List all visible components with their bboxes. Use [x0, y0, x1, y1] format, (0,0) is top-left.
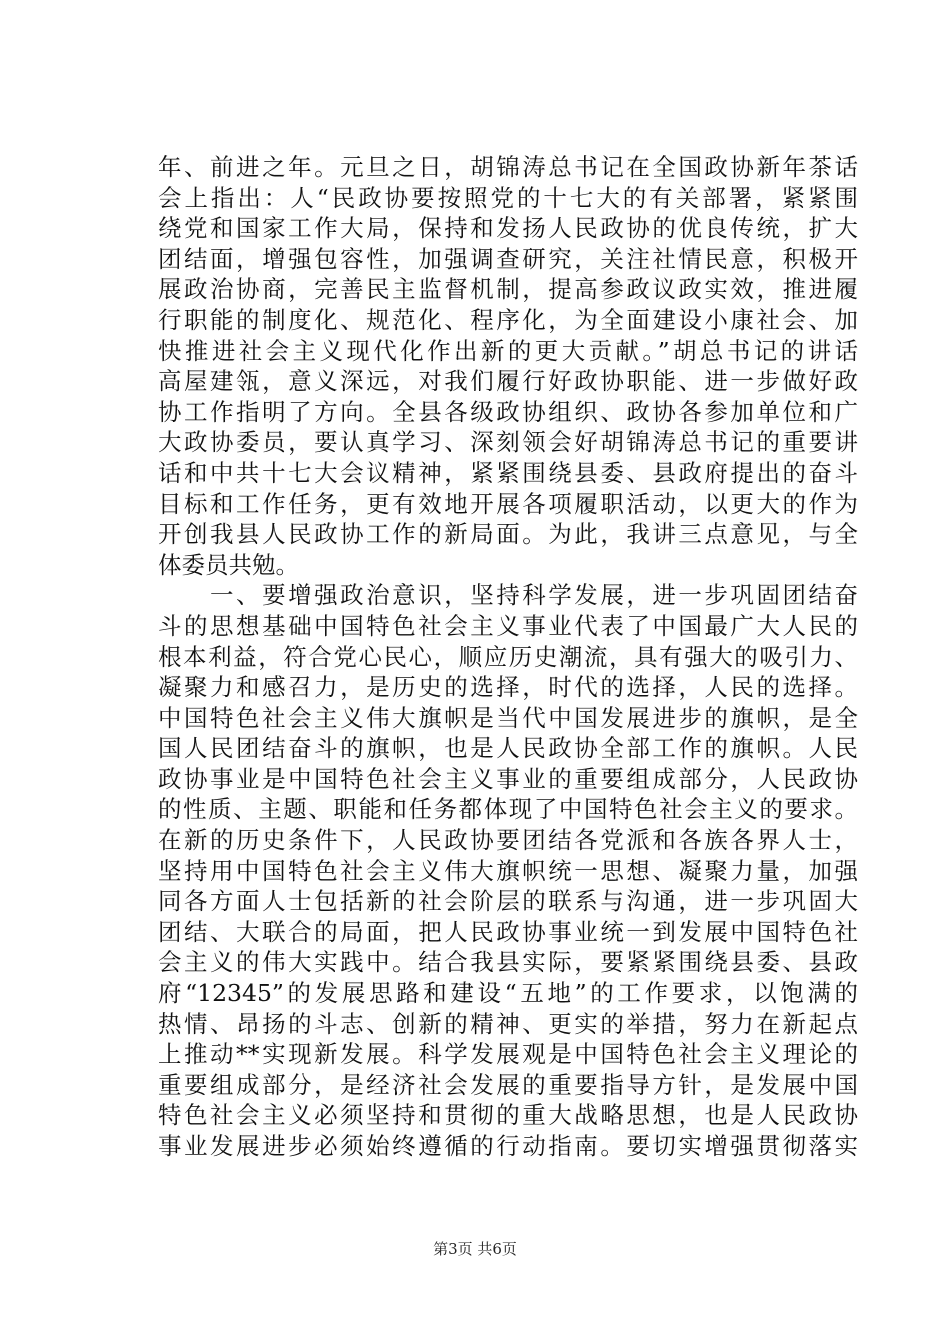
- text-line: 根本利益，符合党心民心，顺应历史潮流，具有强大的吸引力、: [158, 642, 858, 671]
- text-line: 体委员共勉。: [158, 550, 299, 579]
- text-line: 的性质、主题、职能和任务都体现了中国特色社会主义的要求。: [158, 795, 858, 824]
- text-line: 绕党和国家工作大局，保持和发扬人民政协的优良传统，扩大: [158, 214, 858, 243]
- page-footer: 第3页 共6页: [433, 1240, 517, 1258]
- text-line: 展政治协商，完善民主监督机制，提高参政议政实效，推进履: [158, 275, 858, 304]
- text-line: 事业发展进步必须始终遵循的行动指南。要切实增强贯彻落实: [158, 1132, 858, 1160]
- text-line: 高屋建瓴，意义深远，对我们履行好政协职能、进一步做好政: [158, 367, 858, 396]
- body-text: [158, 152, 858, 1162]
- text-line: 政协事业是中国特色社会主义事业的重要组成部分，人民政协: [158, 764, 858, 793]
- text-line: 快推进社会主义现代化作出新的更大贡献。”胡总书记的讲话: [158, 336, 858, 365]
- text-line: 会上指出：人“民政协要按照党的十七大的有关部署，紧紧围: [158, 183, 858, 212]
- text-line: 热情、昂扬的斗志、创新的精神、更实的举措，努力在新起点: [158, 1009, 858, 1038]
- text-line: 在新的历史条件下，人民政协要团结各党派和各族各界人士，: [158, 826, 858, 855]
- text-line: 一、要增强政治意识，坚持科学发展，进一步巩固团结奋: [158, 581, 858, 610]
- text-line: 坚持用中国特色社会主义伟大旗帜统一思想、凝聚力量，加强: [158, 856, 858, 885]
- text-line: 协工作指明了方向。全县各级政协组织、政协各参加单位和广: [158, 397, 858, 426]
- text-line: 团结、大联合的局面，把人民政协事业统一到发展中国特色社: [158, 917, 858, 946]
- text-line: 年、前进之年。元旦之日，胡锦涛总书记在全国政协新年茶话: [158, 153, 858, 181]
- text-line: 同各方面人士包括新的社会阶层的联系与沟通，进一步巩固大: [158, 887, 858, 916]
- text-line: 中国特色社会主义伟大旗帜是当代中国发展进步的旗帜，是全: [158, 703, 858, 732]
- text-line: 上推动**实现新发展。科学发展观是中国特色社会主义理论的: [158, 1040, 858, 1069]
- text-line: 府“12345”的发展思路和建设“五地”的工作要求，以饱满的: [158, 979, 858, 1008]
- text-line: 国人民团结奋斗的旗帜，也是人民政协全部工作的旗帜。人民: [158, 734, 858, 763]
- text-line: 凝聚力和感召力，是历史的选择，时代的选择，人民的选择。: [158, 673, 858, 702]
- text-line: 行职能的制度化、规范化、程序化，为全面建设小康社会、加: [158, 305, 858, 334]
- text-line: 开创我县人民政协工作的新局面。为此，我讲三点意见，与全: [158, 520, 858, 549]
- text-line: 话和中共十七大会议精神，紧紧围绕县委、县政府提出的奋斗: [158, 458, 858, 487]
- text-line: 重要组成部分，是经济社会发展的重要指导方针，是发展中国: [158, 1070, 858, 1099]
- text-line: 特色社会主义必须坚持和贯彻的重大战略思想，也是人民政协: [158, 1101, 858, 1130]
- text-line: 目标和工作任务，更有效地开展各项履职活动，以更大的作为: [158, 489, 858, 518]
- text-line: 斗的思想基础中国特色社会主义事业代表了中国最广大人民的: [158, 611, 858, 640]
- text-line: 大政协委员，要认真学习、深刻领会好胡锦涛总书记的重要讲: [158, 428, 858, 457]
- text-line: 团结面，增强包容性，加强调查研究，关注社情民意，积极开: [158, 244, 858, 273]
- text-line: 会主义的伟大实践中。结合我县实际，要紧紧围绕县委、县政: [158, 948, 858, 977]
